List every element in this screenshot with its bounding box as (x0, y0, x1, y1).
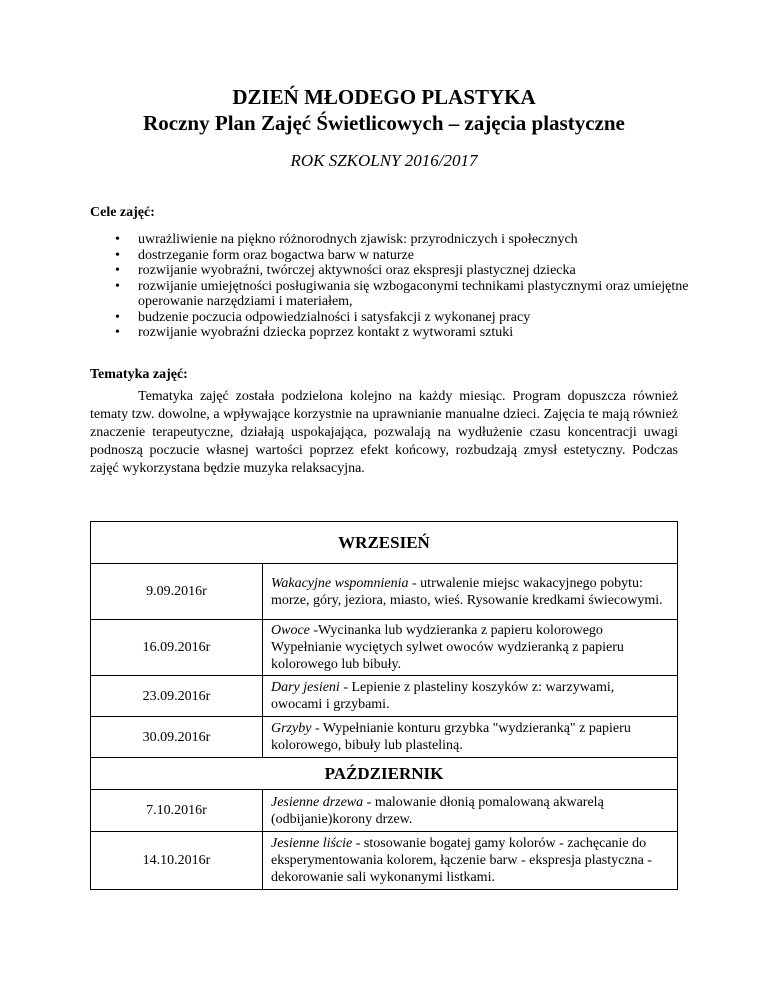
list-item (90, 263, 690, 279)
entry-date: 14.10.2016r (91, 832, 263, 890)
table-row (91, 717, 678, 758)
bullet-icon: • (115, 278, 120, 294)
entry-description (263, 676, 678, 717)
list-item (90, 325, 690, 341)
entry-text: -Wycinanka lub wydzieranka z papieru kolorowego Wypełnianie wyciętych sylwet owoców wydzieranką z papieru kolorowego lub bibuły. (271, 623, 624, 672)
entry-date: 7.10.2016r (91, 790, 263, 832)
entry-date: 16.09.2016r (91, 620, 263, 676)
schedule-table (90, 521, 678, 890)
month-header: WRZESIEŃ (91, 522, 678, 564)
entry-description (263, 620, 678, 676)
table-row (91, 676, 678, 717)
topics-paragraph: Tematyka zajęć została podzielona kolejno na każdy miesiąc. Program dopuszcza również tematy tzw. dowolne, a wpływające korzystnie na uprawnianie manualne dzieci. Zajęcia te mają również znaczenie terapeutyczne, działają uspokajająca, pozwalają na wydłużenie czasu koncentracji uwagi podnoszą poczucie własnej wartości poprzez efekt końcowy, rozbudzają zmysł estetyczny. Podczas zajęć wykorzystana będzie muzyka relaksacyjna. (90, 389, 678, 476)
entry-description (263, 717, 678, 758)
entry-date: 9.09.2016r (91, 564, 263, 620)
entry-text: - Wypełnianie konturu grzybka "wydzieranką" z papieru kolorowego, bibuły lub plasteliną. (271, 721, 631, 753)
entry-text: - stosowanie bogatej gamy kolorów - zachęcanie do eksperymentowania kolorem, łączenie barw - ekspresja plastyczna - dekorowanie sali wykonanymi listkami. (271, 836, 652, 885)
table-row (91, 620, 678, 676)
topics-heading: Tematyka zajęć: (90, 367, 188, 382)
entry-description (263, 564, 678, 620)
document-title: DZIEŃ MŁODEGO PLASTYKA (232, 85, 536, 109)
entry-date: 23.09.2016r (91, 676, 263, 717)
bullet-icon: • (115, 309, 120, 325)
entry-title: Jesienne drzewa (271, 794, 364, 810)
goals-list (90, 232, 690, 341)
document-subtitle: Roczny Plan Zajęć Świetlicowych – zajęcia plastyczne (143, 111, 625, 135)
month-row (91, 758, 678, 790)
entry-title: Grzyby (271, 721, 312, 736)
month-row (91, 522, 678, 564)
list-item (90, 248, 690, 264)
entry-text: - malowanie dłonią pomalowaną akwarelą (odbijanie)korony drzew. (271, 794, 604, 827)
list-item (90, 279, 690, 310)
month-header: PAŹDZIERNIK (91, 758, 678, 790)
entry-description (263, 790, 678, 832)
list-item (90, 232, 690, 248)
table-row (91, 564, 678, 620)
bullet-icon: • (115, 247, 120, 263)
bullet-icon: • (115, 263, 120, 278)
table-row (91, 832, 678, 890)
entry-title: Owoce (271, 623, 310, 638)
goals-heading: Cele zajęć: (90, 205, 155, 220)
goal-text: rozwijanie wyobraźni, twórczej aktywności oraz ekspresji plastycznej dziecka (138, 263, 576, 278)
entry-title: Wakacyjne wspomnienia (271, 575, 409, 591)
bullet-icon: • (115, 232, 120, 247)
goal-text: rozwijanie umiejętności posługiwania się wzbogaconymi technikami plastycznymi oraz umiejętne operowanie narzędziami i materiałem, (138, 278, 689, 309)
list-item (90, 310, 690, 326)
goal-text: uwrażliwienie na piękno różnorodnych zjawisk: przyrodniczych i społecznych (138, 232, 578, 247)
entry-title: Dary jesieni (271, 680, 340, 695)
goal-text: dostrzeganie form oraz bogactwa barw w naturze (138, 247, 414, 263)
entry-text: - Lepienie z plasteliny koszyków z: warzywami, owocami i grzybami. (271, 680, 615, 712)
entry-date: 30.09.2016r (91, 717, 263, 758)
entry-text: - utrwalenie miejsc wakacyjnego pobytu: morze, góry, jeziora, miasto, wieś. Rysowanie kredkami świecowymi. (271, 575, 663, 608)
table-row (91, 790, 678, 832)
entry-description (263, 832, 678, 890)
school-year: ROK SZKOLNY 2016/2017 (290, 151, 478, 170)
bullet-icon: • (115, 325, 120, 340)
entry-title: Jesienne liście (271, 836, 353, 851)
goal-text: budzenie poczucia odpowiedzialności i satysfakcji z wykonanej pracy (138, 309, 531, 325)
goal-text: rozwijanie wyobraźni dziecka poprzez kontakt z wytworami sztuki (138, 325, 514, 340)
